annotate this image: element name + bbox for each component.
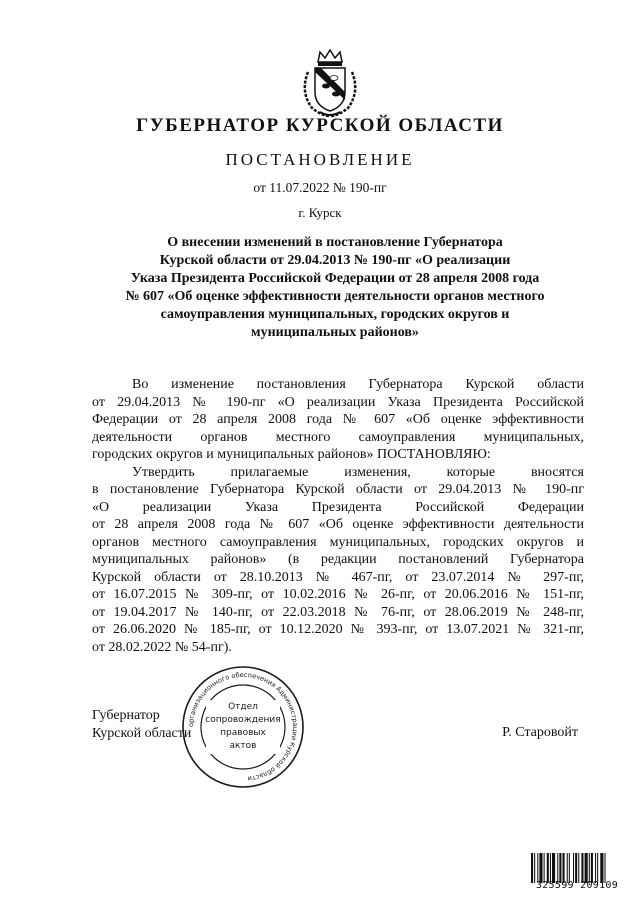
barcode-bar: [589, 853, 590, 883]
body-line: муниципальных районов» (в редакции постановлений Губернатора: [92, 552, 584, 567]
barcode-bar: [567, 853, 568, 883]
barcode-bar: [597, 853, 598, 883]
subject-line: № 607 «Об оценке эффективности деятельности органов местного: [125, 289, 545, 304]
body-line: от 28.02.2022 № 54-пг).: [92, 639, 232, 655]
subject-line: самоуправления муниципальных, городских округов и: [160, 307, 510, 322]
subject-line: муниципальных районов»: [251, 325, 419, 340]
barcode-bar: [585, 853, 588, 883]
body-line: от 16.07.2015 № 309-пг, от 10.02.2016 № 26-пг, от 20.06.2016 № 151-пг,: [92, 587, 584, 602]
stamp-text: Отдел: [228, 702, 258, 712]
barcode-bar: [581, 853, 583, 883]
barcode-number: 325599 209109: [535, 880, 619, 891]
barcode-bar: [557, 853, 558, 883]
kursk-coat-of-arms-icon: [298, 48, 362, 118]
barcode-bar: [600, 853, 603, 883]
signatory-position-line: Курской области: [92, 726, 192, 741]
body-line: в постановление Губернатора Курской области от 29.04.2013 № 190-пг: [92, 482, 584, 497]
body-line: органов местного самоуправления муниципальных, городских округов и: [92, 534, 584, 550]
body-line: от 26.06.2020 № 185-пг, от 10.12.2020 № 393-пг, от 13.07.2021 № 321-пг,: [92, 622, 584, 637]
body-line: от 28 апреля 2008 года № 607 «Об оценке эффективности деятельности: [92, 517, 584, 532]
signatory-name: Р. Старовойт: [502, 725, 578, 740]
body-line: Утвердить прилагаемые изменения, которые вносятся: [132, 464, 584, 480]
subject-line: Курской области от 29.04.2013 № 190-пг «О реализации: [159, 253, 511, 268]
signatory-position: [92, 707, 191, 743]
document-city: г. Курск: [298, 205, 342, 220]
document-subject: [95, 234, 575, 342]
stamp-text: актов: [229, 741, 257, 751]
stamp-ring-text: организационного обеспечения Администрации Курской области: [186, 670, 300, 783]
document-body: [92, 376, 584, 656]
barcode-bar: [559, 853, 561, 883]
body-line: «О реализации Указа Президента Российской Федерации: [92, 499, 584, 515]
subject-line: О внесении изменений в постановление Губернатора: [167, 235, 503, 250]
stamp-text: сопровождения: [205, 715, 281, 725]
body-line: Федерации от 28 апреля 2008 года № 607 «Об оценке эффективности: [92, 412, 584, 427]
barcode-bar: [531, 853, 533, 883]
barcode-bar: [575, 853, 577, 883]
body-line: деятельности органов местного самоуправления муниципальных,: [92, 429, 584, 445]
barcode-bar: [550, 853, 551, 883]
document-date-number: от 11.07.2022 № 190-пг: [253, 180, 387, 195]
signatory-position-line: Губернатор: [92, 708, 160, 723]
body-line: от 29.04.2013 № 190-пг «О реализации Указа Президента Российской: [92, 394, 584, 410]
body-line: Во изменение постановления Губернатора Курской области: [132, 377, 584, 392]
official-stamp: [180, 664, 306, 790]
barcode-bar: [544, 853, 545, 883]
barcode-bar: [605, 853, 606, 883]
body-line: от 19.04.2017 № 140-пг, от 22.03.2018 № 76-пг, от 28.06.2019 № 248-пг,: [92, 604, 584, 620]
body-line: Курской области от 28.10.2013 № 467-пг, от 23.07.2014 № 297-пг,: [92, 569, 584, 585]
governor-title: ГУБЕРНАТОР КУРСКОЙ ОБЛАСТИ: [136, 115, 504, 136]
subject-line: Указа Президента Российской Федерации от 28 апреля 2008 года: [130, 271, 540, 286]
barcode-bar: [537, 853, 538, 883]
barcode-bar: [563, 853, 565, 883]
barcode-bar: [591, 853, 593, 883]
barcode-bar: [569, 853, 570, 883]
barcode-bar: [595, 853, 596, 883]
barcode-bar: [578, 853, 579, 883]
stamp-text: правовых: [220, 728, 266, 738]
body-line: городских округов и муниципальных районов» ПОСТАНОВЛЯЮ:: [92, 447, 491, 462]
document-type: ПОСТАНОВЛЕНИЕ: [225, 150, 415, 169]
barcode-bar: [534, 853, 535, 883]
barcode-bar: [547, 853, 549, 883]
barcode-bar: [539, 853, 542, 883]
barcode: [531, 853, 623, 883]
barcode-bar: [552, 853, 555, 883]
barcode-bar: [573, 853, 574, 883]
